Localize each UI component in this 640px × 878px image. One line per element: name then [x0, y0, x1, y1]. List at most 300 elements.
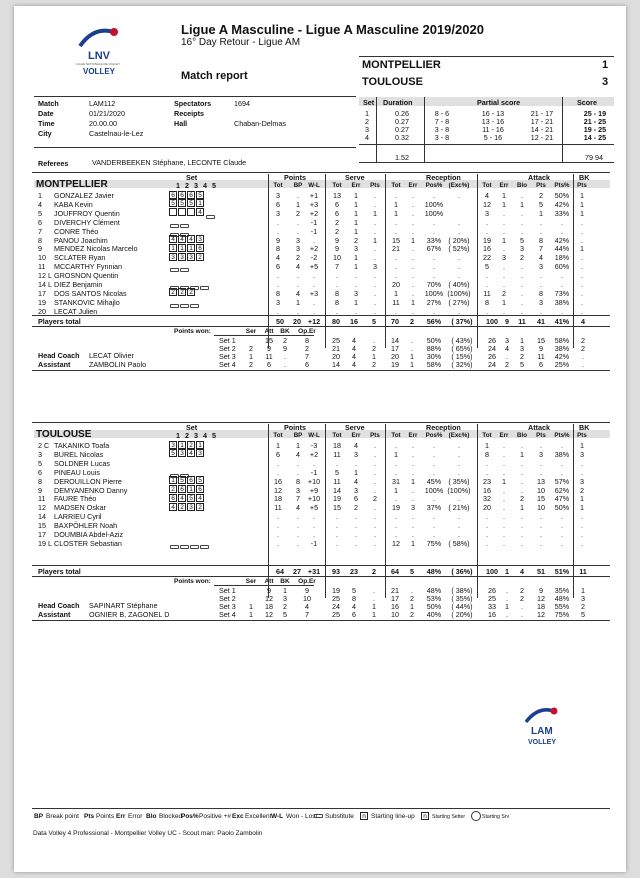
montpellier-stat-cell: .	[355, 271, 357, 281]
montpellier-stat-cell: 11	[392, 297, 400, 307]
toulouse-set-stat-cell: 53%	[426, 593, 442, 603]
montpellier-player-name: KABA Kevin	[54, 199, 93, 209]
toulouse-set-stat-cell: 55%	[554, 601, 570, 611]
montpellier-set-stat-cell: 4	[352, 335, 356, 345]
montpellier-assistant-name: ZAMBOLIN Paolo	[89, 359, 147, 369]
montpellier-set-stat-cell: .	[411, 343, 413, 353]
toulouse-stat-cell: .	[297, 512, 299, 522]
starting-lineup-box: 3	[196, 449, 204, 457]
montpellier-stat-cell: .	[412, 253, 414, 263]
montpellier-stat-cell: 11	[483, 288, 491, 298]
legend-key: Pos%	[181, 813, 199, 820]
montpellier-stat-cell: 8	[276, 244, 280, 254]
toulouse-stat-cell: .	[374, 503, 376, 513]
montpellier-stat-cell: 8	[539, 288, 543, 298]
toulouse-stat-cell: .	[336, 512, 338, 522]
toulouse-stat-cell: .	[521, 538, 523, 548]
montpellier-stat-cell: 5	[520, 235, 524, 245]
montpellier-total-cell: 56%	[426, 316, 442, 326]
referees-label: Referees	[38, 159, 69, 168]
substitute-marker	[180, 304, 189, 308]
toulouse-stat-cell: 3	[354, 449, 358, 459]
toulouse-stat-cell: 45%	[426, 476, 442, 486]
montpellier-won-cell: .	[284, 351, 286, 361]
starting-lineup-box: 6	[178, 191, 186, 199]
match-info-label: City	[38, 129, 52, 138]
toulouse-stat-cell: 2	[580, 485, 584, 495]
match-info-value: Chaban-Delmas	[234, 119, 286, 128]
starting-lineup-box	[178, 208, 186, 216]
starting-lineup-box: 1	[169, 476, 177, 484]
montpellier-stat-cell: 4	[485, 191, 489, 200]
montpellier-player-number: 20	[38, 306, 46, 316]
toulouse-set-stat-cell: 48%	[554, 593, 570, 603]
toulouse-won-cell: 2	[283, 601, 287, 611]
montpellier-subheader: Blo	[517, 182, 527, 189]
toulouse-stat-cell: .	[486, 521, 488, 531]
montpellier-set-num: 5	[212, 181, 216, 190]
toulouse-player-number: 9	[38, 485, 42, 495]
toulouse-stat-cell: .	[355, 458, 357, 468]
starting-lineup-box: 6	[196, 244, 204, 252]
montpellier-stat-cell: ( 40%)	[448, 280, 470, 289]
toulouse-team-name: TOULOUSE	[36, 429, 92, 440]
montpellier-stat-cell: .	[374, 306, 376, 316]
toulouse-subheader: BP	[293, 432, 303, 439]
toulouse-stat-cell: 1	[394, 485, 398, 495]
montpellier-player-number: 7	[38, 226, 42, 236]
montpellier-stat-cell: .	[521, 297, 523, 307]
legend-key: Blo	[146, 813, 157, 820]
toulouse-stat-cell: .	[521, 530, 523, 539]
montpellier-stat-cell: .	[521, 217, 523, 227]
toulouse-stat-cell: 15	[333, 503, 341, 513]
toulouse-total-cell: 2	[372, 566, 376, 576]
montpellier-total-cell: +12	[307, 316, 321, 326]
montpellier-set-stat-cell: 24	[488, 359, 496, 369]
toulouse-header-reception: Reception	[426, 423, 461, 432]
toulouse-stat-cell: 7	[296, 494, 300, 504]
montpellier-stat-cell: .	[277, 226, 279, 236]
toulouse-player-number: 17	[38, 530, 46, 539]
toulouse-set-stat-cell: 25	[332, 609, 340, 619]
montpellier-player-number: 8	[38, 235, 42, 245]
montpellier-set-stat-cell: 50%	[426, 335, 442, 345]
montpellier-set-label: Set 2	[219, 343, 236, 353]
montpellier-total-cell: 5	[372, 316, 376, 326]
montpellier-won-cell: 9	[283, 343, 287, 353]
toulouse-stat-cell: .	[503, 512, 505, 522]
toulouse-stat-cell: .	[561, 512, 563, 522]
montpellier-stat-cell: 2	[296, 208, 300, 218]
montpellier-set-stat-cell: 2	[581, 335, 585, 345]
montpellier-stat-cell: .	[374, 191, 376, 200]
toulouse-stat-cell: .	[374, 476, 376, 486]
montpellier-stat-cell: 6	[276, 199, 280, 209]
montpellier-subheader: Err	[351, 182, 361, 189]
toulouse-stat-cell: .	[412, 521, 414, 531]
toulouse-stat-cell: .	[297, 530, 299, 539]
toulouse-stat-cell: .	[374, 512, 376, 522]
toulouse-total-rule	[32, 565, 610, 566]
toulouse-subheader: Err	[499, 432, 509, 439]
montpellier-total-cell: 70	[391, 316, 399, 326]
montpellier-player-sets	[169, 297, 199, 315]
montpellier-set-stat-cell: 42%	[554, 351, 570, 361]
toulouse-stat-cell: .	[374, 467, 376, 477]
montpellier-stat-cell: 20	[392, 280, 400, 289]
toulouse-won-cell: 9	[305, 585, 309, 595]
toulouse-stat-cell: .	[412, 458, 414, 468]
toulouse-won-cell: 9	[267, 585, 271, 595]
montpellier-stat-cell: 1	[373, 208, 377, 218]
toulouse-total-cell: 48%	[426, 566, 442, 576]
toulouse-stat-cell: 62%	[554, 485, 570, 495]
montpellier-won-cell: 2	[305, 343, 309, 353]
montpellier-stat-cell: .	[355, 306, 357, 316]
starting-lineup-box: 3	[196, 235, 204, 243]
starting-lineup-box: 6	[169, 191, 177, 199]
montpellier-stat-cell: 1	[296, 199, 300, 209]
montpellier-stat-cell: .	[313, 235, 315, 245]
montpellier-stat-cell: 50%	[554, 191, 570, 200]
starting-lineup-box: 2	[187, 441, 195, 449]
toulouse-top-rule	[32, 422, 610, 423]
montpellier-team-name: MONTPELLIER	[36, 179, 108, 190]
set-score: 19 - 25	[583, 125, 607, 134]
toulouse-subheader: (Exc%)	[448, 432, 470, 439]
montpellier-stat-cell: 2	[296, 253, 300, 263]
montpellier-bottom-rule	[32, 370, 610, 371]
montpellier-stat-cell: .	[486, 280, 488, 289]
set-number: 3	[365, 125, 369, 134]
lnv-logo	[74, 24, 124, 84]
toulouse-subheader: Pts%	[554, 432, 570, 439]
match-info-value: LAM112	[89, 99, 116, 108]
montpellier-subheader: Pts%	[554, 182, 570, 189]
toulouse-stat-cell: 11	[333, 476, 341, 486]
montpellier-points-won-label: Points won:	[174, 327, 211, 335]
montpellier-stat-cell: .	[503, 262, 505, 272]
montpellier-stat-cell: .	[581, 235, 583, 245]
toulouse-stat-cell: .	[458, 530, 460, 539]
toulouse-stat-cell: 13	[537, 476, 545, 486]
starting-lineup-box: 4	[187, 235, 195, 243]
toulouse-header-serve: Serve	[345, 423, 365, 432]
montpellier-total-cell: 2	[410, 316, 414, 326]
legend-value: Won - Lost	[286, 813, 318, 820]
montpellier-stat-cell: .	[277, 306, 279, 316]
substitute-marker	[180, 268, 189, 272]
set-partial: 3 - 8	[434, 133, 450, 142]
lam-logo-text: LAM	[531, 726, 553, 737]
montpellier-stat-cell: 1	[502, 191, 506, 200]
montpellier-stat-cell: 1	[539, 208, 543, 218]
starting-lineup-box: 5	[178, 476, 186, 484]
montpellier-subheader: Pts	[577, 182, 587, 189]
montpellier-stat-cell: .	[433, 217, 435, 227]
toulouse-subheader: Tot	[273, 432, 283, 439]
starting-lineup-box: 4	[187, 449, 195, 457]
montpellier-stat-cell: .	[561, 306, 563, 316]
montpellier-stat-cell: .	[374, 244, 376, 254]
set-duration: 0.27	[395, 125, 409, 134]
montpellier-won-header: BK	[280, 327, 290, 335]
toulouse-stat-cell: .	[503, 538, 505, 548]
toulouse-stat-cell: .	[277, 530, 279, 539]
montpellier-set-stat-cell: ( 32%)	[451, 359, 473, 369]
toulouse-stat-cell: .	[486, 530, 488, 539]
starting-lineup-box: 5	[187, 494, 195, 502]
montpellier-stat-cell: .	[412, 226, 414, 236]
montpellier-stat-cell: .	[581, 288, 583, 298]
toulouse-total-cell: ( 36%)	[451, 566, 473, 576]
legend-setter: Starting Setter	[432, 814, 466, 820]
montpellier-subheader: BP	[293, 182, 303, 189]
montpellier-won-cell: 6	[305, 359, 309, 369]
toulouse-stat-cell: 57%	[554, 476, 570, 486]
toulouse-set-stat-cell: 1	[581, 585, 585, 595]
montpellier-total-cell: 9	[505, 316, 509, 326]
toulouse-stat-cell: .	[395, 441, 397, 450]
montpellier-stat-cell: 1	[296, 297, 300, 307]
set-partial: 12 - 21	[530, 133, 554, 142]
lam-logo	[522, 704, 562, 760]
toulouse-total-cell: 4	[520, 566, 524, 576]
toulouse-stat-cell: 47%	[554, 494, 570, 504]
starting-lineup-box: 4	[178, 494, 186, 502]
montpellier-player-sets	[169, 262, 189, 280]
montpellier-subheader: Err	[499, 182, 509, 189]
montpellier-won-cell: 2	[249, 359, 253, 369]
toulouse-set-stat-cell: 10	[391, 609, 399, 619]
toulouse-stat-cell: .	[355, 521, 357, 531]
toulouse-stat-cell: .	[503, 530, 505, 539]
toulouse-stat-cell: 1	[394, 449, 398, 459]
toulouse-stat-cell: 37%	[426, 503, 442, 513]
toulouse-subheader: Tot	[332, 432, 342, 439]
toulouse-set-stat-cell: 9	[539, 585, 543, 595]
column-divider	[424, 97, 425, 162]
montpellier-stat-cell: ( 20%)	[448, 235, 470, 245]
montpellier-stat-cell: 3	[296, 244, 300, 254]
montpellier-stat-cell: .	[503, 217, 505, 227]
toulouse-stat-cell: -3	[310, 441, 318, 450]
montpellier-player-name: GONZALEZ Javier	[54, 191, 114, 200]
toulouse-set-stat-cell: .	[506, 585, 508, 595]
starting-lineup-box: 1	[196, 441, 204, 449]
montpellier-stat-cell: .	[486, 226, 488, 236]
toulouse-stat-cell: 6	[276, 449, 280, 459]
toulouse-set-stat-cell: 16	[391, 601, 399, 611]
set-partial: 21 - 17	[530, 109, 554, 118]
toulouse-subheader: W-L	[308, 432, 320, 439]
montpellier-subheader: Pts	[536, 182, 546, 189]
starting-lineup-box: 3	[178, 253, 186, 261]
legend-substitute: Substitute	[325, 813, 354, 820]
footer-text: Data Volley 4 Professional - Montpellier Volley UC - Scout man: Paolo Zambolin	[33, 830, 263, 837]
montpellier-player-name: MCCARTHY Fynnian	[54, 262, 123, 272]
montpellier-stat-cell: 33%	[426, 235, 442, 245]
montpellier-stat-cell: 1	[580, 208, 584, 218]
toulouse-stat-cell: .	[374, 458, 376, 468]
toulouse-stat-cell: 12	[392, 538, 400, 548]
set-score: 21 - 25	[583, 117, 607, 126]
montpellier-won-cell: 7	[305, 351, 309, 361]
toulouse-player-name: LARRIEU Cyril	[54, 512, 102, 522]
montpellier-stat-cell: .	[297, 271, 299, 281]
legend-setter-icon: n	[421, 812, 429, 820]
toulouse-stat-cell: 2	[373, 494, 377, 504]
set-number: 2	[365, 117, 369, 126]
montpellier-won-header: Att	[264, 327, 274, 335]
montpellier-set-stat-cell: 20	[391, 351, 399, 361]
montpellier-won-header: Op.Er	[298, 327, 316, 335]
starting-lineup-box: 6	[178, 485, 186, 493]
toulouse-stat-cell: 1	[580, 503, 584, 513]
montpellier-stat-cell: 3	[502, 253, 506, 263]
montpellier-stat-cell: 33%	[554, 208, 570, 218]
toulouse-stat-cell: .	[355, 512, 357, 522]
toulouse-total-cell: 23	[350, 566, 358, 576]
toulouse-player-name: DEROUILLON Pierre	[54, 476, 122, 486]
toulouse-set-num: 3	[194, 431, 198, 440]
montpellier-stat-cell: .	[581, 226, 583, 236]
montpellier-set-stat-cell: .	[411, 335, 413, 345]
montpellier-set-label: Set 3	[219, 351, 236, 361]
toulouse-stat-cell: .	[433, 530, 435, 539]
toulouse-won-header: BK	[280, 577, 290, 585]
montpellier-stat-cell: 9	[276, 235, 280, 245]
starting-lineup-box: 5	[196, 476, 204, 484]
montpellier-stat-cell: .	[503, 244, 505, 254]
toulouse-set-stat-cell: 2	[410, 609, 414, 619]
montpellier-set-stat-cell: ( 43%)	[451, 335, 473, 345]
montpellier-stat-cell: .	[374, 217, 376, 227]
substitute-marker	[170, 545, 179, 549]
toulouse-stat-cell: 2	[520, 494, 524, 504]
montpellier-stat-cell: 4	[296, 288, 300, 298]
starting-lineup-box: 1	[196, 199, 204, 207]
toulouse-stat-cell: .	[355, 530, 357, 539]
toulouse-stat-cell: .	[486, 512, 488, 522]
match-info-label: Time	[38, 119, 55, 128]
montpellier-stat-cell: .	[458, 262, 460, 272]
montpellier-stat-cell: .	[521, 306, 523, 316]
toulouse-stat-cell: .	[540, 441, 542, 450]
montpellier-stat-cell: 6	[276, 262, 280, 272]
montpellier-stat-cell: 1	[580, 191, 584, 200]
toulouse-coach-name: SAPINART Stéphane	[89, 600, 158, 610]
montpellier-stat-cell: .	[521, 288, 523, 298]
toulouse-stat-cell: .	[540, 538, 542, 548]
montpellier-stat-cell: 2	[354, 235, 358, 245]
lnv-logo-volley: VOLLEY	[83, 67, 116, 76]
toulouse-bottom-rule	[32, 620, 610, 621]
montpellier-set-stat-cell: 3	[520, 343, 524, 353]
montpellier-stat-cell: 10	[333, 253, 341, 263]
montpellier-stat-cell: 1	[502, 297, 506, 307]
montpellier-stat-cell: .	[374, 253, 376, 263]
montpellier-set-stat-cell: 15	[537, 335, 545, 345]
starting-lineup-box: 5	[196, 191, 204, 199]
toulouse-won-header: Att	[264, 577, 274, 585]
montpellier-stat-cell: .	[395, 217, 397, 227]
montpellier-stat-cell: 38%	[554, 297, 570, 307]
montpellier-won-cell: 1	[249, 351, 253, 361]
toulouse-stat-cell: .	[355, 538, 357, 548]
toulouse-stat-cell: 15	[537, 494, 545, 504]
legend-value: Break point	[46, 813, 79, 820]
starting-lineup-box: 2	[196, 503, 204, 511]
montpellier-stat-cell: 1	[354, 253, 358, 263]
montpellier-set-stat-cell: .	[373, 335, 375, 345]
toulouse-total-cell: 51%	[554, 566, 570, 576]
toulouse-stat-cell: .	[297, 458, 299, 468]
montpellier-stat-cell: 100%	[424, 199, 444, 209]
toulouse-player-sets	[169, 538, 209, 556]
toulouse-stat-cell: .	[395, 530, 397, 539]
montpellier-stat-cell: .	[297, 226, 299, 236]
montpellier-set-stat-cell: ( 65%)	[451, 343, 473, 353]
toulouse-stat-cell: .	[503, 449, 505, 459]
toulouse-set-label: Set 1	[219, 585, 236, 595]
montpellier-stat-cell: .	[374, 280, 376, 289]
toulouse-stat-cell: 4	[296, 503, 300, 513]
toulouse-won-header: Op.Er	[298, 577, 316, 585]
montpellier-won-cell: 2	[283, 335, 287, 345]
montpellier-stat-cell: .	[540, 280, 542, 289]
toulouse-stat-cell: +5	[309, 503, 319, 513]
montpellier-set-stat-cell: 38%	[554, 343, 570, 353]
montpellier-stat-cell: .	[458, 217, 460, 227]
montpellier-stat-cell: .	[374, 226, 376, 236]
starting-lineup-box: 5	[169, 449, 177, 457]
toulouse-stat-cell: .	[336, 521, 338, 531]
toulouse-stat-cell: 16	[274, 476, 282, 486]
toulouse-assistant-name: OGNIER B, ZAGONEL D	[89, 609, 170, 619]
montpellier-player-name: LECAT Julien	[54, 306, 98, 316]
toulouse-stat-cell: 18	[274, 494, 282, 504]
toulouse-set-stat-cell: 75%	[554, 609, 570, 619]
montpellier-player-number: 19	[38, 297, 46, 307]
toulouse-stat-cell: .	[374, 538, 376, 548]
montpellier-set-stat-cell: 58%	[554, 335, 570, 345]
montpellier-stat-cell: .	[433, 191, 435, 200]
toulouse-stat-cell: 11	[333, 449, 341, 459]
montpellier-stat-cell: .	[433, 271, 435, 281]
set-partial: 5 - 16	[483, 133, 503, 142]
set-duration: 0.26	[395, 109, 409, 118]
montpellier-set-stat-cell: 1	[410, 351, 414, 361]
toulouse-player-number: 2 C	[38, 441, 50, 450]
toulouse-won-header: Ser	[245, 577, 257, 585]
starting-lineup-box: 3	[178, 449, 186, 457]
toulouse-stat-cell: .	[313, 530, 315, 539]
toulouse-player-name: FAURE Théo	[54, 494, 97, 504]
toulouse-stat-cell: .	[313, 512, 315, 522]
toulouse-header-bk: BK	[579, 423, 590, 432]
substitute-marker	[200, 286, 209, 290]
montpellier-stat-cell: 70%	[426, 280, 442, 289]
montpellier-stat-cell: .	[486, 306, 488, 316]
montpellier-player-number: 11	[38, 262, 46, 272]
toulouse-stat-cell: 19	[333, 494, 341, 504]
starting-lineup-box: 2	[169, 288, 177, 296]
lam-logo-mark	[522, 704, 562, 726]
toulouse-stat-cell: .	[503, 503, 505, 513]
montpellier-set-label: Set 4	[219, 359, 236, 369]
